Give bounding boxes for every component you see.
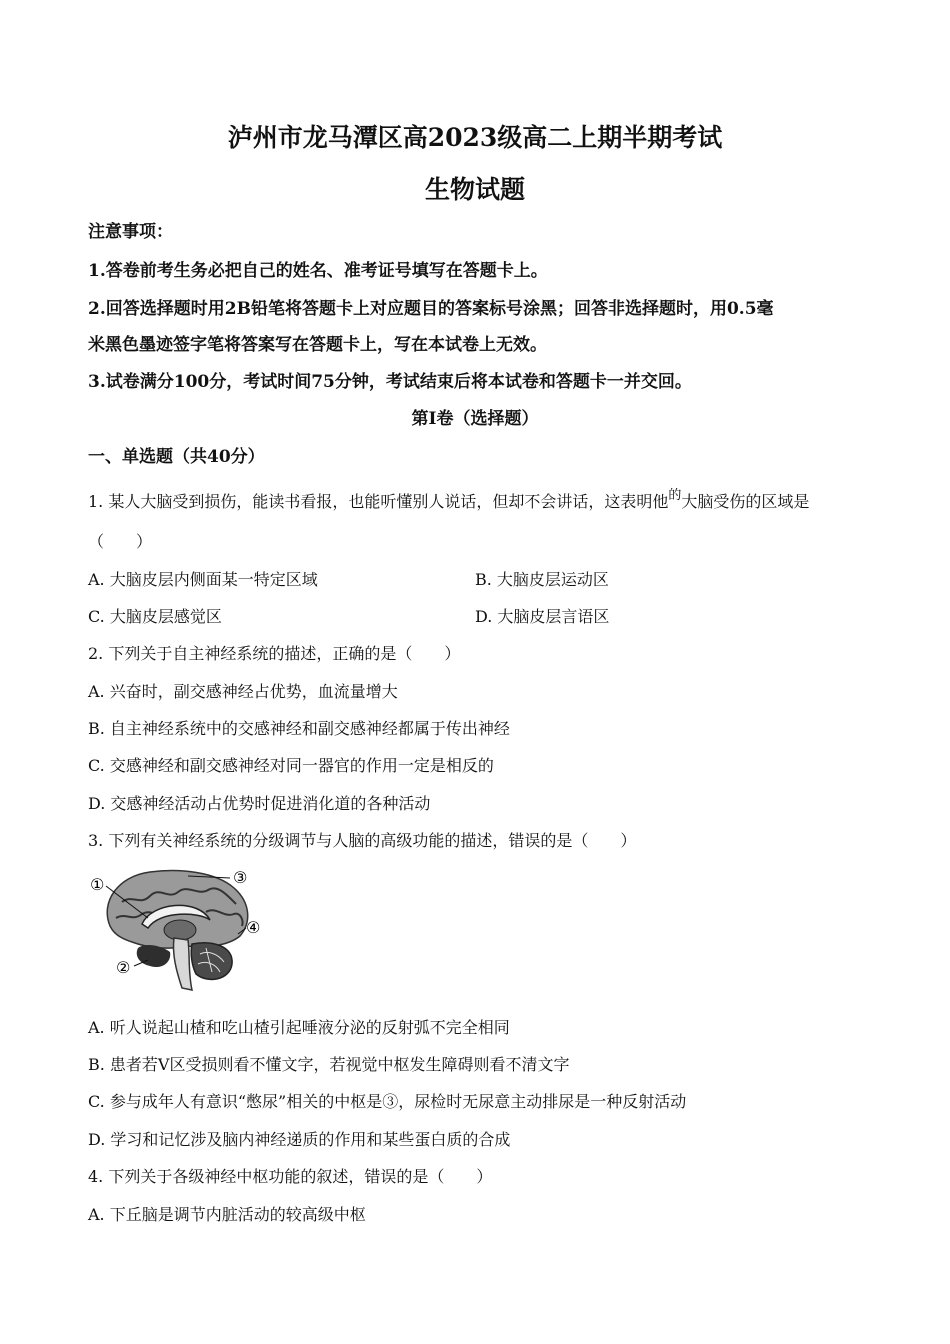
question-1-stem-part-b: 大脑受伤的区域是 <box>681 492 810 511</box>
cerebellum <box>191 943 232 980</box>
question-2-stem: 2. 下列关于自主神经系统的描述，正确的是（ ） <box>88 644 461 663</box>
question-3-option-d: D. 学习和记忆涉及脑内神经递质的作用和某些蛋白质的合成 <box>88 1130 511 1149</box>
question-4-stem: 4. 下列关于各级神经中枢功能的叙述，错误的是（ ） <box>88 1167 493 1186</box>
question-3-option-b: B. 患者若V区受损则看不懂文字，若视觉中枢发生障碍则看不清文字 <box>88 1055 570 1074</box>
question-2-option-c: C. 交感神经和副交感神经对同一器官的作用一定是相反的 <box>88 756 494 775</box>
question-1-stem-superscript: 的 <box>668 488 682 503</box>
section-heading: 一、单选题（共40分） <box>88 447 265 467</box>
question-1-stem-line-2: （ ） <box>88 532 153 551</box>
question-1-stem <box>88 489 809 512</box>
label-2: ② <box>116 958 131 977</box>
volume-heading: 第I卷（选择题） <box>411 409 539 429</box>
question-2-option-b: B. 自主神经系统中的交感神经和副交感神经都属于传出神经 <box>88 719 510 738</box>
question-3-option-a: A. 听人说起山楂和吃山楂引起唾液分泌的反射弧不完全相同 <box>88 1018 510 1037</box>
exam-subtitle: 生物试题 <box>424 175 525 204</box>
question-2-option-d: D. 交感神经活动占优势时促进消化道的各种活动 <box>88 794 431 813</box>
question-1-option-b: B. 大脑皮层运动区 <box>475 570 609 589</box>
notice-heading: 注意事项： <box>88 222 173 242</box>
exam-title: 泸州市龙马潭区高2023级高二上期半期考试 <box>227 123 723 152</box>
question-2-option-a: A. 兴奋时，副交感神经占优势，血流量增大 <box>88 682 398 701</box>
brainstem <box>173 938 192 990</box>
question-3-option-c: C. 参与成年人有意识“憋尿”相关的中枢是③，尿检时无尿意主动排尿是一种反射活动 <box>88 1092 687 1111</box>
question-1-option-a: A. 大脑皮层内侧面某一特定区域 <box>88 570 318 589</box>
brain-sagittal-figure <box>88 862 268 994</box>
label-3: ③ <box>233 868 248 887</box>
notice-item-3: 3.试卷满分100分，考试时间75分钟，考试结束后将本试卷和答题卡一并交回。 <box>88 372 692 392</box>
question-4-option-a: A. 下丘脑是调节内脏活动的较高级中枢 <box>88 1205 366 1224</box>
notice-item-2-line-2: 米黑色墨迹签字笔将答案写在答题卡上，写在本试卷上无效。 <box>88 335 547 355</box>
brain-diagram <box>88 862 268 994</box>
label-4: ④ <box>246 918 261 937</box>
question-1-option-c: C. 大脑皮层感觉区 <box>88 607 222 626</box>
thalamus <box>164 920 196 940</box>
notice-item-1: 1.答卷前考生务必把自己的姓名、准考证号填写在答题卡上。 <box>88 261 548 281</box>
question-3-stem: 3. 下列有关神经系统的分级调节与人脑的高级功能的描述，错误的是（ ） <box>88 831 637 850</box>
question-1-option-d: D. 大脑皮层言语区 <box>475 607 610 626</box>
question-1-stem-part-a: 1. 某人大脑受到损伤，能读书看报，也能听懂别人说话，但却不会讲话，这表明他 <box>88 492 669 511</box>
label-1: ① <box>90 875 105 894</box>
notice-item-2-line-1: 2.回答选择题时用2B铅笔将答题卡上对应题目的答案标号涂黑；回答非选择题时，用0.5毫 <box>88 299 774 319</box>
